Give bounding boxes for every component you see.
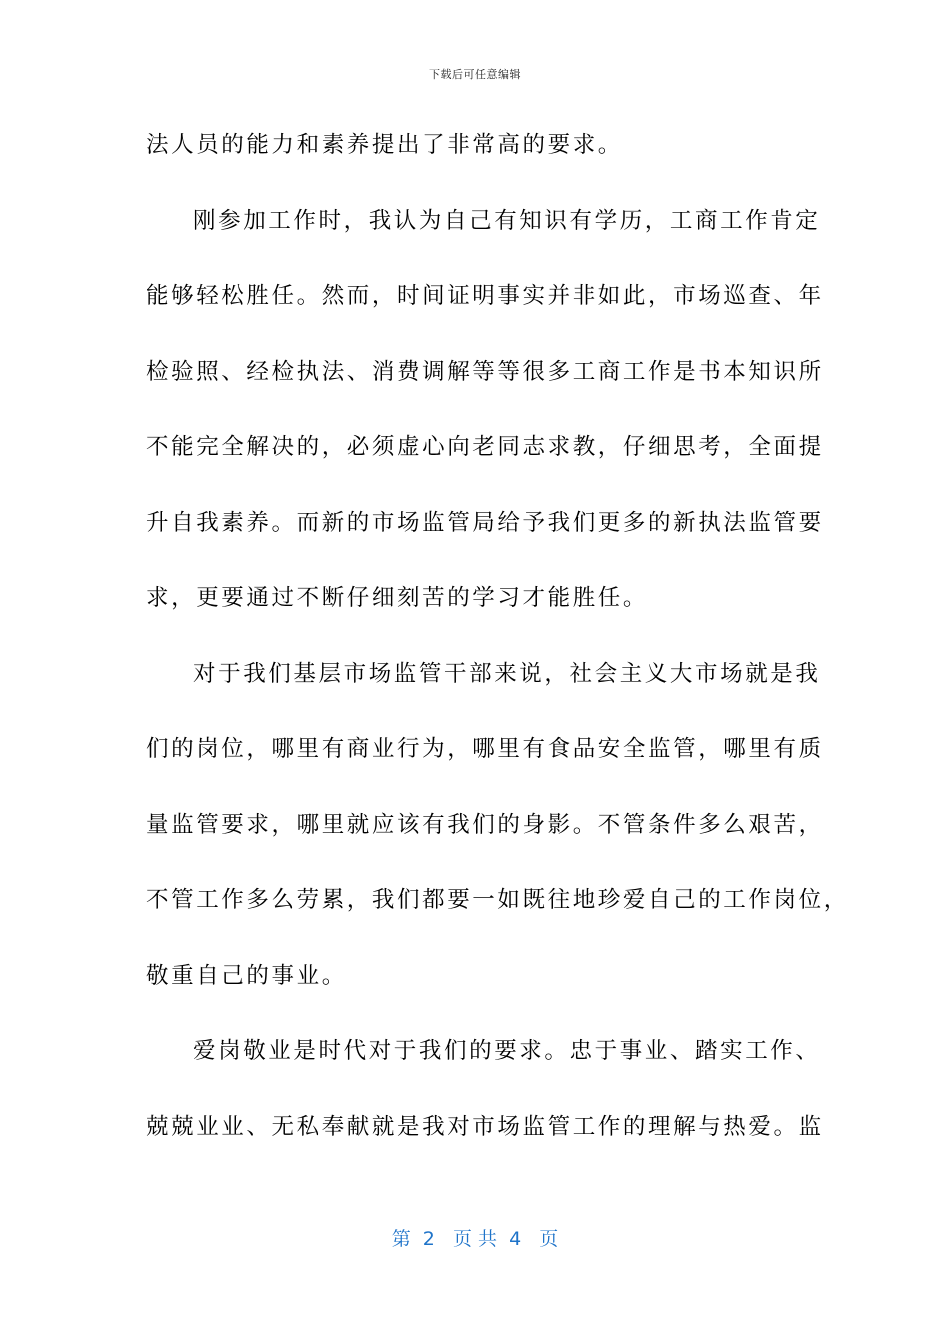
- paragraph-start-line: 刚参加工作时，我认为自己有知识有学历，工商工作肯定: [193, 207, 821, 234]
- page-number-footer: 第 2 页 共 4 页: [391, 1228, 559, 1250]
- text-line: 法人员的能力和素养提出了非常高的要求。: [146, 132, 623, 158]
- text-line: 不能完全解决的，必须虚心向老同志求教，仔细思考，全面提: [146, 434, 824, 460]
- text-line: 们的岗位，哪里有商业行为，哪里有食品安全监管，哪里有质: [146, 736, 824, 762]
- text-line: 求，更要通过不断仔细刻苦的学习才能胜任。: [146, 585, 649, 611]
- text-line: 量监管要求，哪里就应该有我们的身影。不管条件多么艰苦，: [146, 811, 824, 838]
- paragraph-start-line: 对于我们基层市场监管干部来说，社会主义大市场就是我: [193, 660, 821, 687]
- text-line: 升自我素养。而新的市场监管局给予我们更多的新执法监管要: [146, 509, 824, 536]
- text-line: 检验照、经检执法、消费调解等等很多工商工作是书本知识所: [146, 358, 824, 385]
- text-line: 不管工作多么劳累，我们都要一如既往地珍爱自己的工作岗位，: [146, 887, 849, 913]
- text-line: 能够轻松胜任。然而，时间证明事实并非如此，市场巡查、年: [146, 283, 824, 309]
- header-note: 下载后可任意编辑: [429, 68, 521, 81]
- text-line: 兢兢业业、无私奉献就是我对市场监管工作的理解与热爱。监: [146, 1113, 824, 1140]
- body-text: [146, 121, 849, 1178]
- text-line: 敬重自己的事业。: [146, 962, 347, 989]
- paragraph-start-line: 爱岗敬业是时代对于我们的要求。忠于事业、踏实工作、: [193, 1038, 821, 1064]
